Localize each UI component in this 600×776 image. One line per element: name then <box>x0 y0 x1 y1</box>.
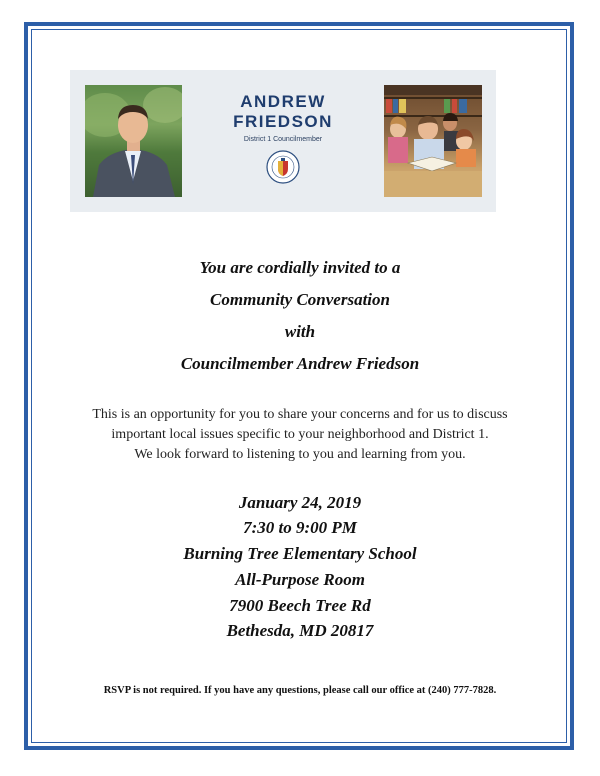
description-paragraph <box>50 405 550 465</box>
classroom-reading-photo <box>384 85 482 197</box>
description-line: This is an opportunity for you to share your concerns and for us to discuss <box>92 407 508 422</box>
invite-line-4: Councilmember Andrew Friedson <box>180 354 420 373</box>
event-date: January 24, 2019 <box>238 493 362 512</box>
event-venue: Burning Tree Elementary School <box>183 544 417 563</box>
invite-line-2: Community Conversation <box>210 290 390 309</box>
event-city: Bethesda, MD 20817 <box>226 621 374 640</box>
rsvp-note: RSVP is not required. If you have any questions, please call our office at (240) 777-7828. <box>103 685 497 696</box>
banner-subtitle: District 1 Councilmember <box>243 136 323 143</box>
county-seal-logo <box>266 150 300 184</box>
councilmember-portrait-photo <box>85 85 182 197</box>
event-time: 7:30 to 9:00 PM <box>243 518 357 537</box>
invite-line-3: with <box>284 322 316 341</box>
description-line: We look forward to listening to you and learning from you. <box>134 447 466 462</box>
banner-first-name: ANDREW <box>240 92 326 111</box>
banner-last-name: FRIEDSON <box>233 112 333 131</box>
description-line: important local issues specific to your neighborhood and District 1. <box>111 427 489 442</box>
event-street: 7900 Beech Tree Rd <box>229 596 371 615</box>
invite-line-1: You are cordially invited to a <box>199 258 401 277</box>
header-banner <box>70 70 496 212</box>
event-room: All-Purpose Room <box>235 570 365 589</box>
